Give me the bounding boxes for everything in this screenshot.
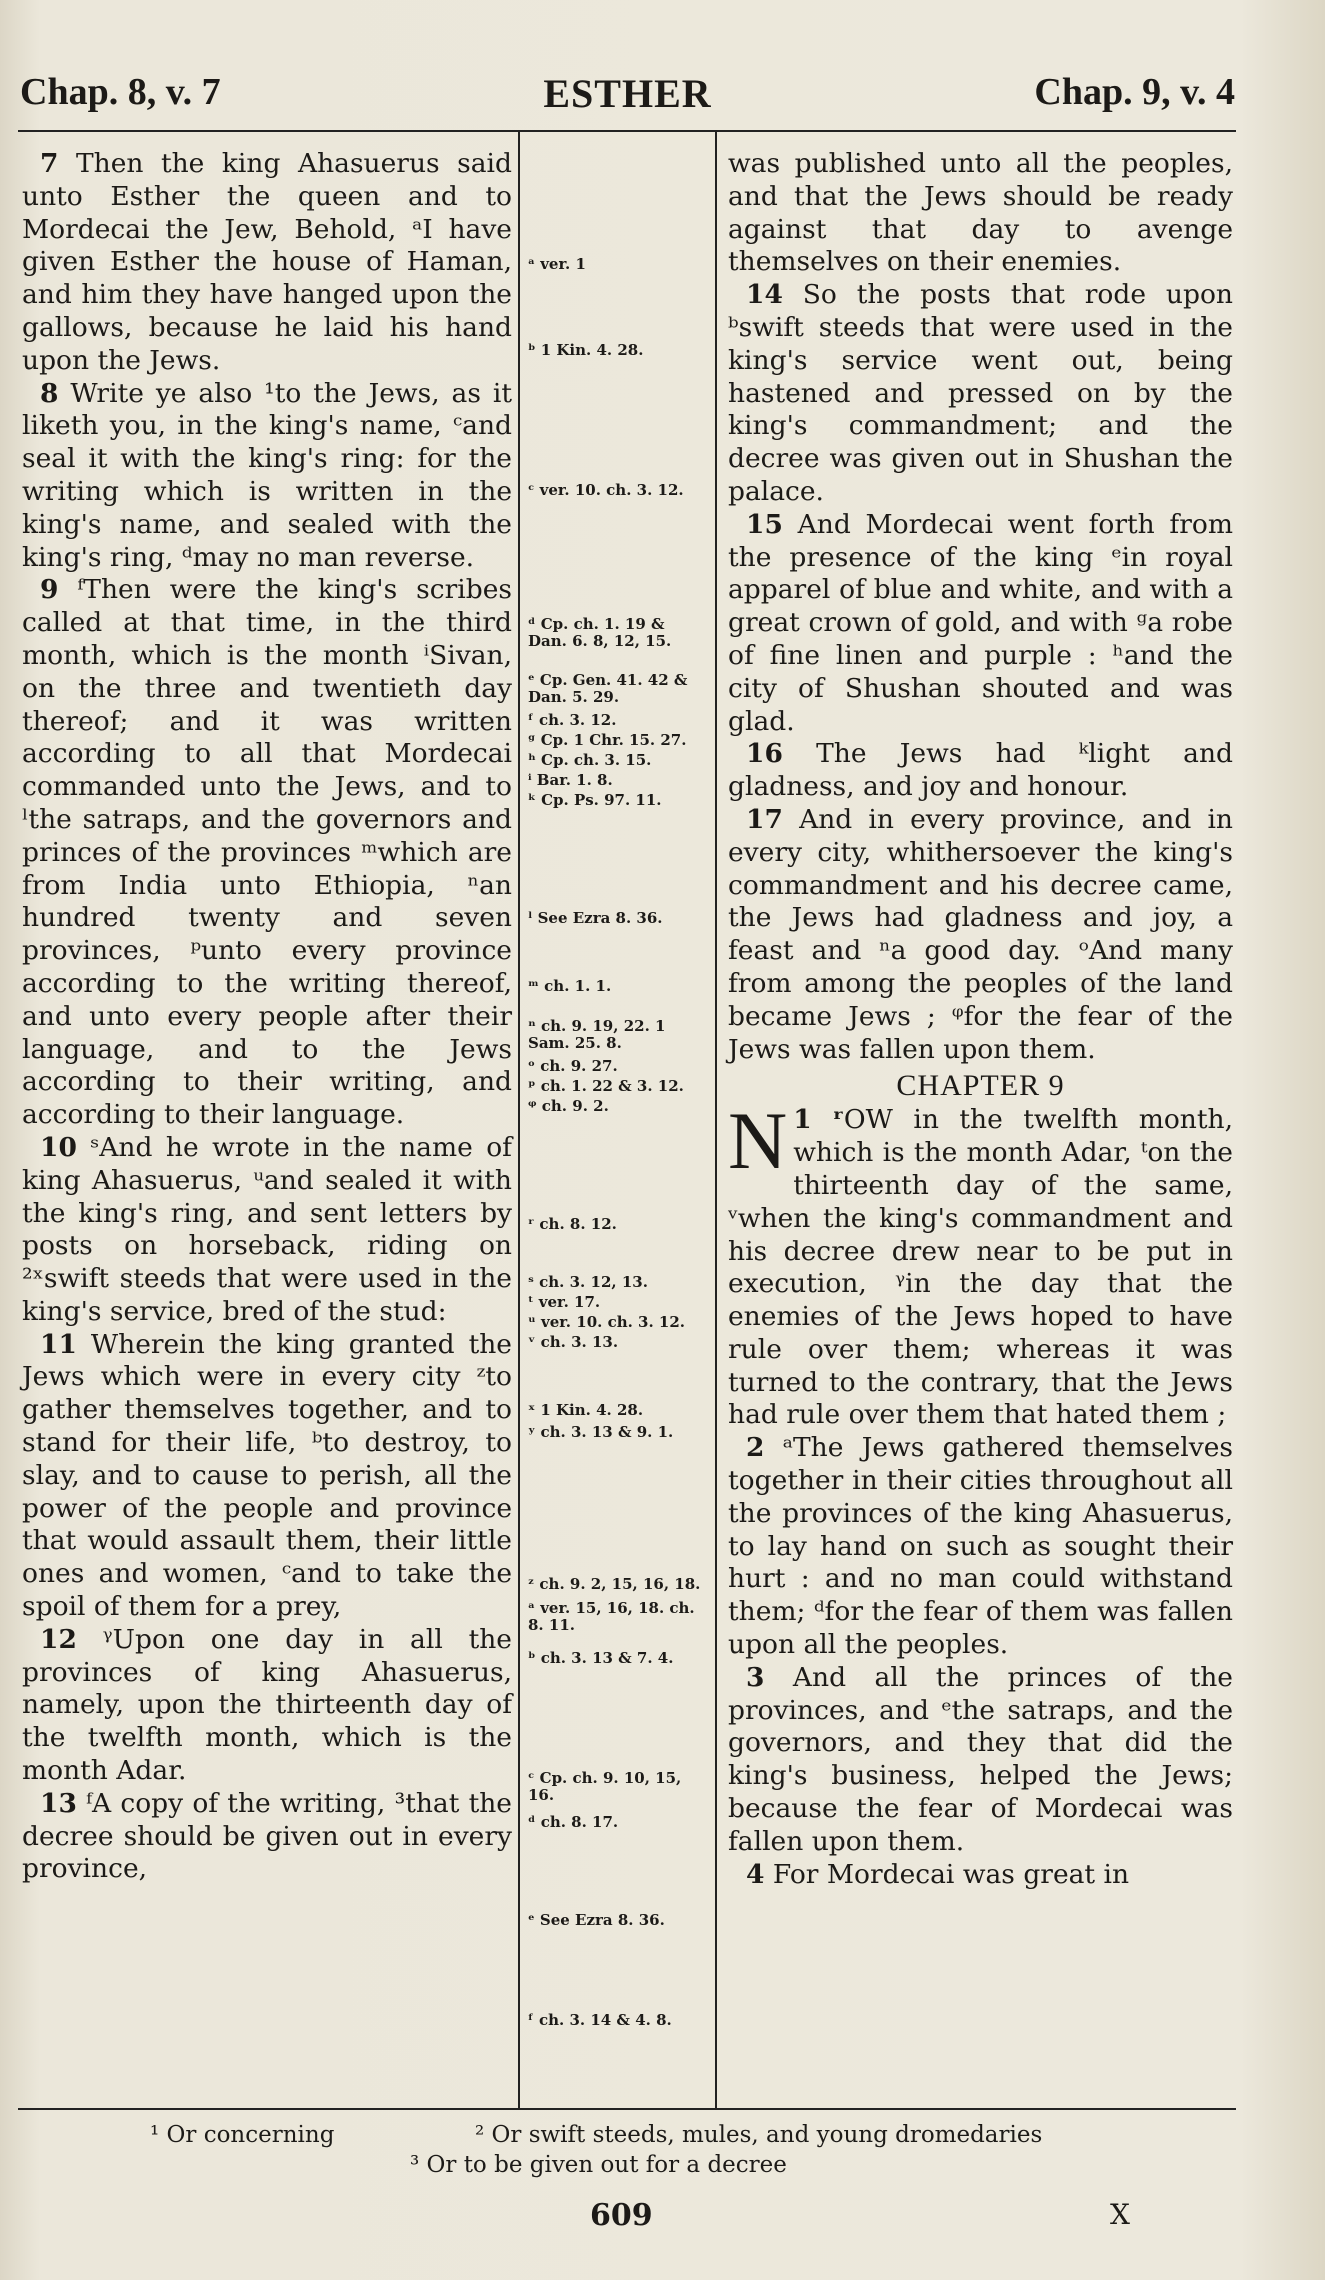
verse-number: 11 — [40, 1328, 77, 1360]
right-text-column — [728, 148, 1233, 1891]
cross-reference: ᶠ ch. 3. 12. — [528, 711, 617, 729]
chapter-opening-paragraph — [728, 1095, 1234, 1432]
footnote-2: ² Or swift steeds, mules, and young dromedaries — [475, 2122, 1043, 2148]
cross-reference: ᵉ See Ezra 8. 36. — [528, 1911, 665, 1929]
verse-number: 4 — [746, 1858, 765, 1890]
verse-text: ᵞUpon one day in all the provinces of king Ahasuerus, namely, upon the thirteenth day of the twelfth month, which is the month Adar. — [22, 1623, 512, 1787]
chapter-heading: CHAPTER 9 — [896, 1069, 1065, 1103]
verse-text: ᶠThen were the king's scribes called at that time, in the third month, which is the month ⁱSivan, on the three and twentieth day thereof; and it was written according to all that Mordecai commanded unto the Jews, and to ˡthe satraps, and the governors and princes of the provinces ᵐwhich are from India unto Ethiopia, ⁿan hundred twenty and seven provinces, ᵖunto every province according to the writing thereof, and unto every people after their language, and to the Jews according to their writing, and according to their language. — [22, 574, 512, 1131]
verse-number: 13 — [40, 1787, 77, 1819]
verse-text: And all the princes of the provinces, and ᵉthe satraps, and the governors, and they that did the king's business, helped the Jews; because the fear of Mordecai was fallen upon them. — [728, 1661, 1233, 1857]
verse-text: ˢAnd he wrote in the name of king Ahasuerus, ᵘand sealed it with the king's ring, and sent letters by posts on horseback, riding on ²ˣswift steeds that were used in the king's service, bred of the stud: — [22, 1131, 512, 1327]
column-divider-left — [518, 130, 520, 2108]
verse-paragraph — [22, 1788, 512, 1886]
verse-number: 16 — [746, 738, 783, 770]
cross-reference: ˡ See Ezra 8. 36. — [528, 909, 663, 927]
cross-reference: ˢ ch. 3. 12, 13. — [528, 1273, 648, 1291]
cross-reference: ʰ Cp. ch. 3. 15. — [528, 751, 652, 769]
verse-paragraph — [728, 148, 1233, 279]
verse-number: 3 — [746, 1661, 765, 1693]
verse-text: Wherein the king granted the Jews which were in every city ᶻto gather themselves together, and to stand for their life, ᵇto destroy, to slay, and to cause to perish, all the power of the people and province that would assault them, their little ones and women, ᶜand to take the spoil of them for a prey, — [22, 1328, 512, 1623]
verse-paragraph — [728, 279, 1233, 509]
cross-reference: ᶻ ch. 9. 2, 15, 16, 18. — [528, 1575, 701, 1593]
footnote-1: ¹ Or concerning — [150, 2122, 335, 2148]
verse-paragraph — [22, 148, 512, 378]
cross-reference: ᵇ 1 Kin. 4. 28. — [528, 341, 644, 359]
verse-text: For Mordecai was great in — [772, 1858, 1130, 1890]
verse-text: And Mordecai went forth from the presence of the king ᵉin royal apparel of blue and white, and with a great crown of gold, and with ᵍa robe of fine linen and purple : ʰand the city of Shushan shouted and was glad. — [728, 508, 1233, 737]
drop-cap-letter: N — [728, 1095, 788, 1187]
verse-number: 8 — [40, 377, 59, 409]
bottom-rule — [18, 2108, 1236, 2110]
verse-paragraph — [22, 378, 512, 575]
cross-reference: ᵖ ch. 1. 22 & 3. 12. — [528, 1077, 684, 1095]
cross-reference: ᵇ ch. 3. 13 & 7. 4. — [528, 1649, 674, 1667]
verse-paragraph — [728, 1662, 1233, 1859]
verse-paragraph — [22, 574, 512, 1132]
cross-reference: ʳ ch. 8. 12. — [528, 1215, 617, 1233]
cross-reference: ʸ ch. 3. 13 & 9. 1. — [528, 1423, 674, 1441]
cross-reference: ᵈ ch. 8. 17. — [528, 1813, 619, 1831]
running-head — [20, 70, 1235, 130]
verse-paragraph — [22, 1132, 512, 1329]
cross-reference: ᵈ Cp. ch. 1. 19 & Dan. 6. 8, 12, 15. — [528, 615, 672, 650]
verse-text: OW in the twelfth month, which is the month Adar, ᵗon the thirteenth day of the same, ᵛwhen the king's commandment and his decree drew near to be put in execution, ᵞin the day that the enemies of the Jews hoped to have rule over them; whereas it was turned to the contrary, that the Jews had rule over them that hated them ; — [728, 1104, 1234, 1431]
verse-text: So the posts that rode upon ᵇswift steeds that were used in the king's service went out, being hastened and pressed on by the king's commandment; and the decree was given out in Shushan the palace. — [728, 279, 1233, 507]
verse-number: 9 — [40, 574, 59, 606]
running-head-book-title: ESTHER — [543, 71, 712, 116]
footnote-3: ³ Or to be given out for a decree — [410, 2152, 787, 2178]
cross-reference: ᵐ ch. 1. 1. — [528, 977, 612, 995]
verse-number: 10 — [40, 1131, 77, 1163]
page-number: 609 — [590, 2198, 653, 2233]
cross-reference: ⁱ Bar. 1. 8. — [528, 771, 613, 789]
cross-reference: ᵏ Cp. Ps. 97. 11. — [528, 791, 662, 809]
verse-text: ᵃThe Jews gathered themselves together in their cities throughout all the provinces of the king Ahasuerus, to lay hand on such as sought their hurt : and no man could withstand them; ᵈfor the fear of them was fallen upon all the peoples. — [728, 1432, 1233, 1661]
signature-mark: X — [1110, 2198, 1130, 2231]
cross-reference: ᵃ ver. 15, 16, 18. ch. 8. 11. — [528, 1599, 695, 1634]
verse-paragraph — [728, 1859, 1233, 1892]
cross-reference: ᵗ ver. 17. — [528, 1293, 601, 1311]
verse-paragraph — [728, 509, 1233, 739]
cross-reference: ᵘ ver. 10. ch. 3. 12. — [528, 1313, 686, 1331]
verse-number: 14 — [746, 279, 783, 311]
verse-paragraph — [728, 804, 1233, 1066]
verse-text: was published unto all the peoples, and that the Jews should be ready against that day to avenge themselves on their enemies. — [728, 148, 1233, 278]
cross-reference: ᵠ ch. 9. 2. — [528, 1097, 609, 1115]
cross-reference: ᶜ Cp. ch. 9. 10, 15, 16. — [528, 1769, 682, 1804]
cross-reference: ᶠ ch. 3. 14 & 4. 8. — [528, 2011, 672, 2029]
cross-reference: ᵉ Cp. Gen. 41. 42 & Dan. 5. 29. — [528, 671, 688, 706]
cross-reference: ᵛ ch. 3. 13. — [528, 1333, 619, 1351]
cross-reference: ᶜ ver. 10. ch. 3. 12. — [528, 481, 684, 499]
top-rule — [18, 130, 1236, 132]
verse-number: 17 — [746, 803, 783, 835]
verse-paragraph — [22, 1624, 512, 1788]
cross-reference: ⁿ ch. 9. 19, 22. 1 Sam. 25. 8. — [528, 1017, 666, 1052]
verse-paragraph — [728, 1432, 1233, 1662]
running-head-left: Chap. 8, v. 7 — [20, 71, 221, 113]
verse-number: 7 — [40, 148, 59, 179]
verse-text: Then the king Ahasuerus said unto Esther the queen and to Mordecai the Jew, Behold, ᵃI have given Esther the house of Haman, and him they have hanged upon the gallows, because he laid his hand upon the Jews. — [22, 148, 512, 376]
verse-number: 1 ʳ — [793, 1104, 844, 1136]
verse-text: And in every province, and in every city, whithersoever the king's commandment and his decree came, the Jews had gladness and joy, a feast and ⁿa good day. ᵒAnd many from among the peoples of the land became Jews ; ᵠfor the fear of the Jews was fallen upon them. — [728, 803, 1233, 1065]
cross-reference: ˣ 1 Kin. 4. 28. — [528, 1401, 644, 1419]
verse-paragraph — [22, 1329, 512, 1624]
verse-text: Write ye also ¹to the Jews, as it liketh you, in the king's name, ᶜand seal it with the king's ring: for the writing which is written in the king's name, and sealed with the king's ring, ᵈmay no man reverse. — [22, 377, 512, 573]
verse-number: 15 — [746, 508, 783, 540]
cross-reference: ᵍ Cp. 1 Chr. 15. 27. — [528, 731, 687, 749]
verse-number: 12 — [40, 1623, 77, 1655]
verse-number: 2 — [746, 1432, 765, 1464]
verse-text: The Jews had ᵏlight and gladness, and joy and honour. — [728, 738, 1233, 803]
cross-reference: ᵒ ch. 9. 27. — [528, 1057, 618, 1075]
cross-reference: ᵃ ver. 1 — [528, 255, 586, 273]
verse-text: ᶠA copy of the writing, ³that the decree should be given out in every province, — [22, 1787, 512, 1885]
verse-paragraph — [728, 738, 1233, 804]
column-divider-right — [715, 130, 717, 2108]
left-text-column — [22, 148, 512, 1886]
running-head-right: Chap. 9, v. 4 — [1034, 71, 1235, 113]
